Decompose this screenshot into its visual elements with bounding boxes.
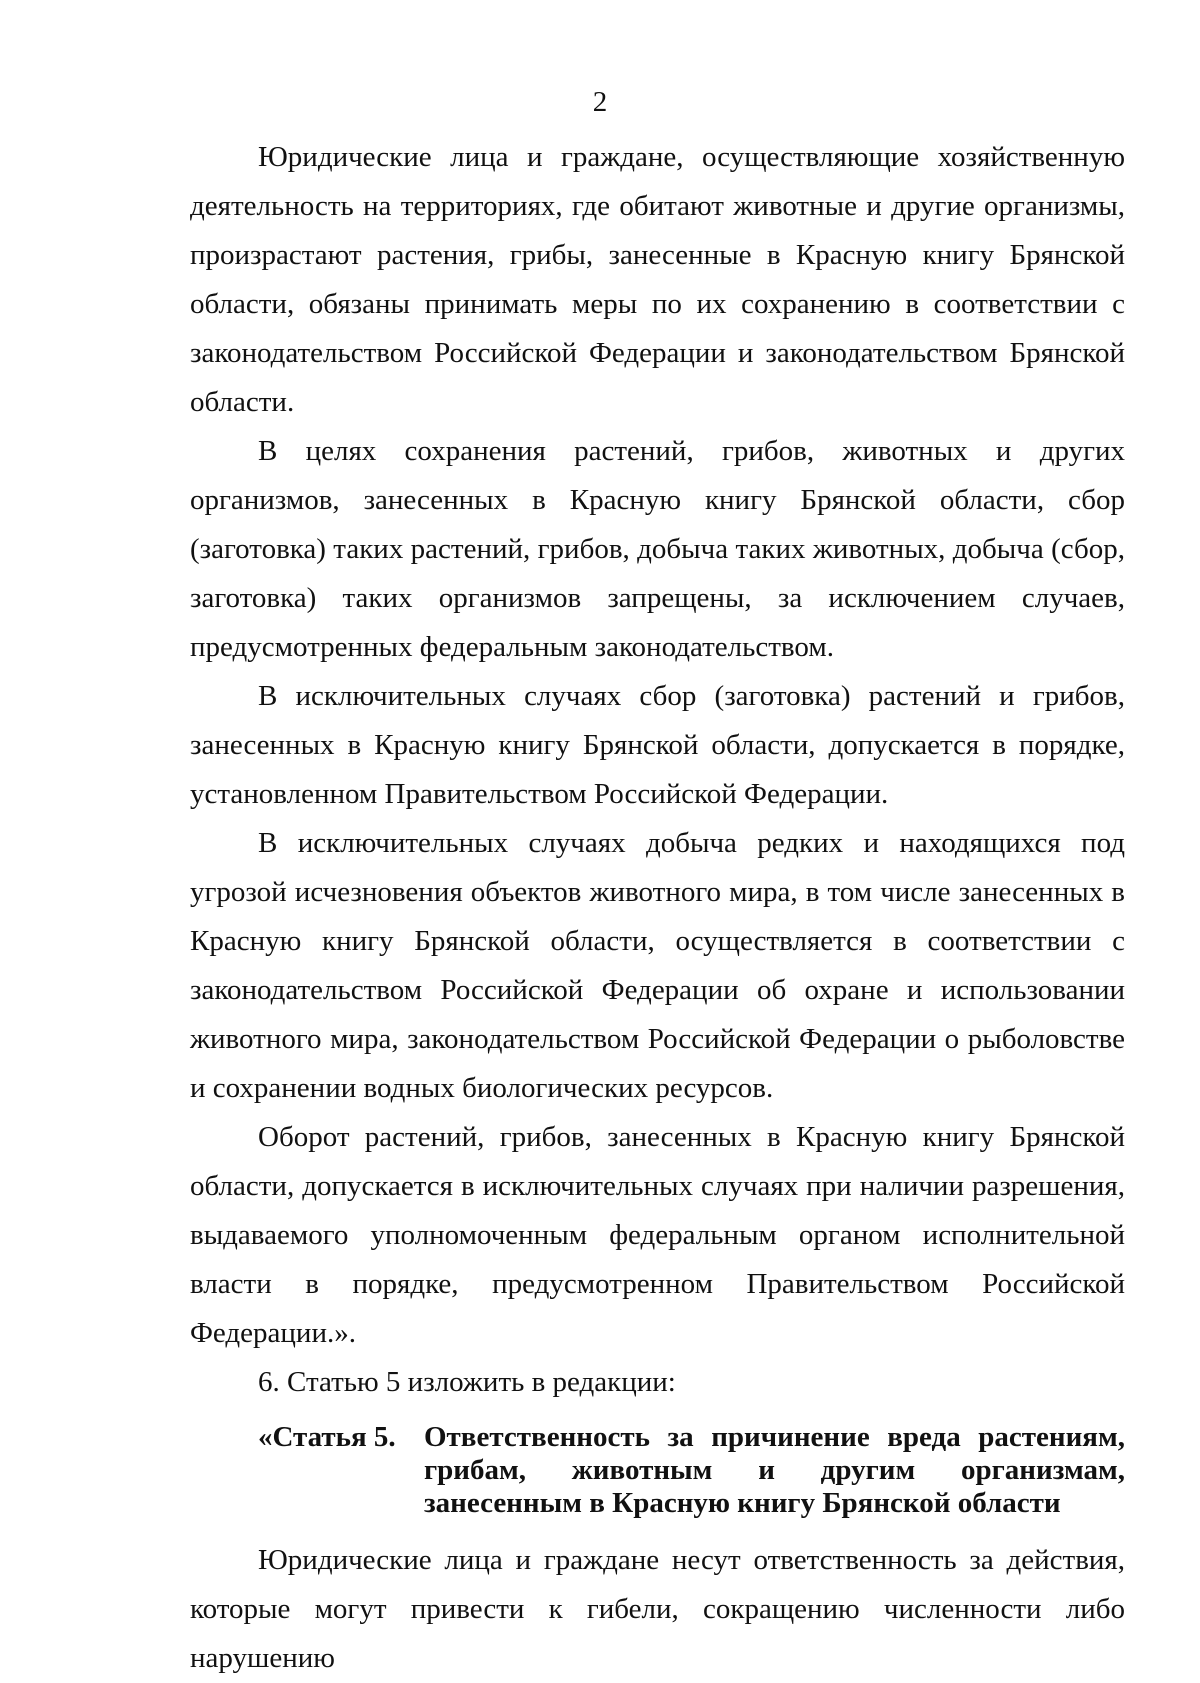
- paragraph-3: В исключительных случаях сбор (заготовка) растений и грибов, занесенных в Красную книгу Брянской области, допускается в порядке, установленном Правительством Российской Федерации.: [190, 680, 1125, 810]
- paragraph-1: Юридические лица и граждане, осуществляющие хозяйственную деятельность на территориях, где обитают животные и другие организмы, произрастают растения, грибы, занесенные в Красную книгу Брянской области, обязаны принимать меры по их сохранению в соответствии с законодательством Российской Федерации и законодательством Брянской области.: [190, 141, 1125, 418]
- paragraph-2: В целях сохранения растений, грибов, животных и других организмов, занесенных в Красную книгу Брянской области, сбор (заготовка) таких растений, грибов, добыча таких животных, добыча (сбор, заготовка) таких организмов запрещены, за исключением случаев, предусмотренных федеральным законодательством.: [190, 435, 1125, 663]
- amendment-item-6: 6. Статью 5 изложить в редакции:: [258, 1366, 676, 1398]
- article-label: «Статья 5.: [258, 1421, 396, 1453]
- page-number: 2: [592, 86, 608, 118]
- document-body: [190, 133, 1125, 1683]
- paragraph-5: Оборот растений, грибов, занесенных в Красную книгу Брянской области, допускается в исключительных случаях при наличии разрешения, выдаваемого уполномоченным федеральным органом исполнительной власти в порядке, предусмотренном Правительством Российской Федерации.».: [190, 1121, 1125, 1349]
- closing-paragraph: Юридические лица и граждане несут ответственность за действия, которые могут привести к гибели, сокращению численности либо нарушению: [190, 1544, 1125, 1674]
- paragraph-4: В исключительных случаях добыча редких и находящихся под угрозой исчезновения объектов животного мира, в том числе занесенных в Красную книгу Брянской области, осуществляется в соответствии с законодательством Российской Федерации об охране и использовании животного мира, законодательством Российской Федерации о рыболовстве и сохранении водных биологических ресурсов.: [190, 827, 1125, 1104]
- article-5-heading: [190, 1421, 1125, 1520]
- article-title: Ответственность за причинение вреда растениям, грибам, животным и другим организмам, занесенным в Красную книгу Брянской области: [424, 1421, 1125, 1519]
